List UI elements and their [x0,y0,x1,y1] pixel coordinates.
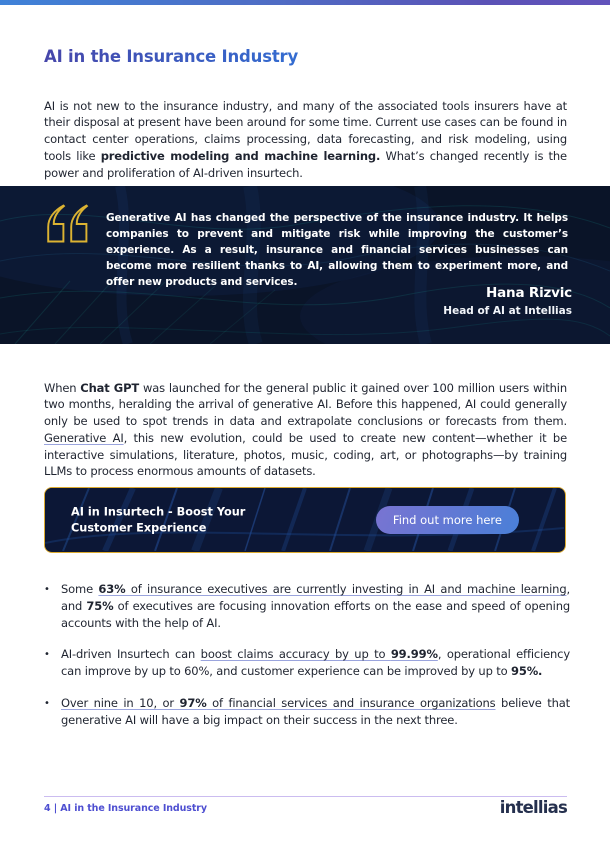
inline-link[interactable]: 63% [98,582,126,596]
cta-title: AI in Insurtech - Boost Your Customer Experience [71,505,246,534]
inline-link[interactable]: 97% [179,695,207,710]
inline-link[interactable]: of insurance executives are currently investing in AI and machine learning [125,582,567,596]
quote-author-role: Head of AI at Intellias [443,305,572,317]
intro-paragraph: AI is not new to the insurance industry, and many of the associated tools insurers have at their disposal at present have been around for some time. Current use cases can be found in contact center operations, claims processing, data forecasting, and risk modeling, using tools like predictive modeling and machine learning. What’s changed recently is the power and proliferation of AI-driven insurtech. [44,98,567,180]
page-footer [44,796,567,817]
find-out-more-button[interactable]: Find out more here [376,506,519,534]
top-gradient-bar [0,0,610,5]
page-title: AI in the Insurance Industry [44,47,566,66]
inline-link[interactable]: of financial services and insurance organizations [206,695,496,710]
intellias-logo: intellias [499,798,567,817]
bullet-marker: • [44,584,50,595]
quote-text: Generative AI has changed the perspective of the insurance industry. It helps companies to prevent and mitigate risk while improving the customer’s experience. As a result, insurance and financial services businesses can become more resilient thanks to AI, allowing them to experiment more, and offer new products and services. [106,211,568,289]
stats-bullet-list [44,581,570,744]
list-item: • Some 63% of insurance executives are currently investing in AI and machine learning, and 75% of executives are focusing innovation efforts on the ease and speed of opening accounts with the help of AI. [44,582,570,630]
inline-link[interactable]: 99.99% [390,647,438,662]
quote-author: Hana Rizvic [486,285,572,301]
list-item: • AI-driven Insurtech can boost claims accuracy by up to 99.99%, operational efficiency can improve by up to 60%, and customer experience can be improved by up to 95%. [44,647,571,679]
inline-link[interactable]: Over nine in 10, or [61,695,180,710]
quote-block [0,186,610,344]
footer-page-label: 4 | AI in the Insurance Industry [44,803,207,814]
list-item: • Over nine in 10, or 97% of financial services and insurance organizations believe that generative AI will have a big impact on their success in the next three. [44,695,571,727]
inline-link[interactable]: boost claims accuracy by up to [200,647,391,662]
bullet-marker: • [44,697,50,709]
quote-marks-icon [45,202,91,250]
inline-link[interactable]: Generative AI [44,430,124,445]
bullet-marker: • [44,649,50,661]
cta-banner [44,487,566,553]
body-paragraph: When Chat GPT was launched for the general public it gained over 100 million users within two months, heralding the arrival of generative AI. Before this happened, AI could generally only be used to spot trends in data and extrapolate conclusions or forecasts from them. Generative AI, this new evolution, could be used to create new content—whether it be interactive simulations, literature, photos, music, coding, art, or photographs—by training LLMs to process enormous amounts of datasets. [44,380,567,479]
